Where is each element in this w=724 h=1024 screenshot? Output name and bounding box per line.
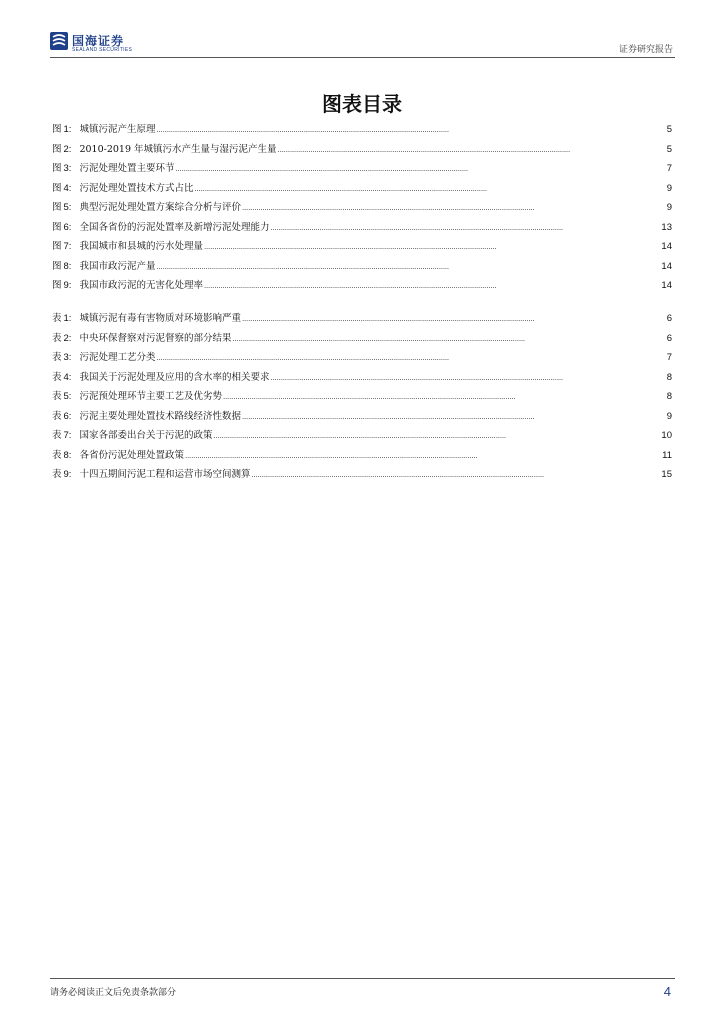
entry-number: 3: [63,163,72,174]
table-entry[interactable] [52,349,672,369]
dot-leader [242,314,666,323]
entry-title: 我国市政污泥的无害化处理率 [79,280,203,291]
figure-entry[interactable] [52,199,672,219]
logo-english-name: SEALAND SECURITIES [72,47,133,53]
entry-number: 9: [63,280,72,291]
entry-prefix: 图 [52,260,62,272]
entry-page-number: 9 [666,182,672,194]
table-entry[interactable] [52,466,672,486]
entry-label [52,121,71,135]
page-footer [50,978,675,999]
entry-prefix: 图 [52,241,62,252]
entry-title: 污泥主要处理处置技术路线经济性数据 [79,410,241,422]
entry-label [52,388,71,402]
entry-number: 8: [63,449,72,461]
entry-number: 9: [63,469,72,480]
figure-entry[interactable] [52,160,672,180]
entry-page-number: 5 [666,143,672,155]
disclaimer-note: 请务必阅读正文后免责条款部分 [50,988,177,998]
entry-page-number: 7 [666,352,672,363]
entry-number: 7: [63,241,72,252]
table-entry[interactable] [52,310,672,330]
entry-label [52,310,71,324]
entry-number: 6: [63,410,72,422]
entry-title: 各省份污泥处理处置政策 [79,449,184,461]
entry-page-number: 8 [666,391,672,402]
company-logo [50,32,150,54]
entry-page-number: 13 [661,221,672,233]
entry-title: 我国关于污泥处理及应用的含水率的相关要求 [79,371,270,383]
entry-title: 污泥处理处置技术方式占比 [79,182,194,194]
entry-number: 1: [63,124,72,135]
entry-number: 7: [63,430,72,441]
entry-number: 2: [63,332,72,344]
figure-entry[interactable] [52,219,672,239]
entry-label [52,349,71,363]
entry-label [52,447,71,461]
entry-page-number: 8 [666,371,672,383]
entry-number: 5: [63,391,72,402]
entry-title: 国家各部委出台关于污泥的政策 [79,430,213,441]
dot-leader [242,203,666,212]
entry-page-number: 5 [666,124,672,135]
entry-prefix: 表 [52,430,62,441]
entry-number: 3: [63,352,72,363]
entry-page-number: 6 [666,332,672,344]
figure-entry[interactable] [52,277,672,297]
entry-prefix: 表 [52,332,62,344]
entry-label [52,427,71,441]
entry-title: 污泥预处理环节主要工艺及优劣势 [79,391,222,402]
dot-leader [204,242,660,251]
sealand-logo-icon [50,32,68,50]
entry-page-number: 6 [666,313,672,324]
entry-label [52,277,71,291]
page-header [50,30,675,58]
entry-prefix: 表 [52,410,62,422]
entry-label [52,199,71,213]
dot-leader [242,412,666,421]
dot-leader [213,431,660,440]
entry-page-number: 11 [662,449,672,461]
entry-prefix: 图 [52,124,62,135]
dot-leader [175,164,665,173]
report-type-label: 证券研究报告 [618,45,673,55]
entry-label [52,238,71,252]
dot-leader [194,184,665,193]
entry-title: 污泥处理工艺分类 [79,352,156,363]
figure-entry[interactable] [52,141,672,161]
entry-title: 城镇污泥有毒有害物质对环境影响严重 [79,313,241,324]
entry-page-number: 9 [666,410,672,422]
entry-page-number: 9 [666,202,672,213]
page-number: 4 [663,984,671,999]
dot-leader [270,223,660,232]
entry-prefix: 图 [52,143,62,155]
dot-leader [270,373,665,382]
entry-number: 4: [63,371,72,383]
entry-title: 全国各省份的污泥处置率及新增污泥处理能力 [79,221,270,233]
entry-prefix: 表 [52,313,62,324]
entry-page-number: 14 [661,260,672,272]
figure-entry[interactable] [52,180,672,200]
entry-prefix: 图 [52,182,62,194]
table-entry[interactable] [52,427,672,447]
dot-leader [156,262,660,271]
entry-title: 典型污泥处理处置方案综合分析与评价 [79,202,241,213]
entry-label [52,408,71,422]
dot-leader [204,281,660,290]
entry-label [52,219,71,233]
dot-leader [278,145,666,154]
dot-leader [185,451,661,460]
entry-prefix: 图 [52,280,62,291]
entry-label [52,466,71,480]
entry-title: 城镇污泥产生原理 [79,124,156,135]
entry-prefix: 图 [52,163,62,174]
page-title: 图表目录 [322,92,402,116]
dot-leader [156,353,665,362]
dot-leader [232,334,665,343]
entry-number: 1: [63,313,72,324]
entry-number: 5: [63,202,72,213]
entry-label [52,258,71,272]
entry-number: 2: [63,143,72,155]
entry-number: 4: [63,182,72,194]
entry-label [52,180,71,194]
entry-title: 中央环保督察对污泥督察的部分结果 [79,332,232,344]
entry-title: 污泥处理处置主要环节 [79,163,175,174]
entry-page-number: 10 [661,430,672,441]
dot-leader [223,392,666,401]
table-entry[interactable] [52,369,672,389]
entry-page-number: 7 [666,163,672,174]
entry-prefix: 图 [52,221,62,233]
figure-entry[interactable] [52,238,672,258]
entry-label [52,141,71,155]
entry-title: 我国市政污泥产量 [79,260,156,272]
entry-prefix: 表 [52,391,62,402]
entry-page-number: 15 [661,469,672,480]
figure-entry[interactable] [52,121,672,141]
entry-label [52,369,71,383]
entry-prefix: 表 [52,352,62,363]
table-entry[interactable] [52,388,672,408]
figure-entry[interactable] [52,258,672,278]
entry-prefix: 图 [52,202,62,213]
entry-label [52,330,71,344]
entry-label [52,160,71,174]
dot-leader [156,125,665,134]
table-entry[interactable] [52,408,672,428]
dot-leader [251,470,660,479]
entry-title: 2010-2019 年城镇污水产生量与湿污泥产生量 [79,143,277,155]
table-entry[interactable] [52,447,672,467]
table-entry[interactable] [52,330,672,350]
table-list [52,310,672,486]
entry-number: 8: [63,260,72,272]
entry-page-number: 14 [661,241,672,252]
entry-prefix: 表 [52,469,62,480]
entry-prefix: 表 [52,449,62,461]
entry-prefix: 表 [52,371,62,383]
logo-chinese-name: 国海证券 [72,34,125,48]
entry-page-number: 14 [661,280,672,291]
figure-list [52,121,672,297]
entry-title: 十四五期间污泥工程和运营市场空间测算 [79,469,251,480]
entry-number: 6: [63,221,72,233]
entry-title: 我国城市和县城的污水处理量 [79,241,203,252]
